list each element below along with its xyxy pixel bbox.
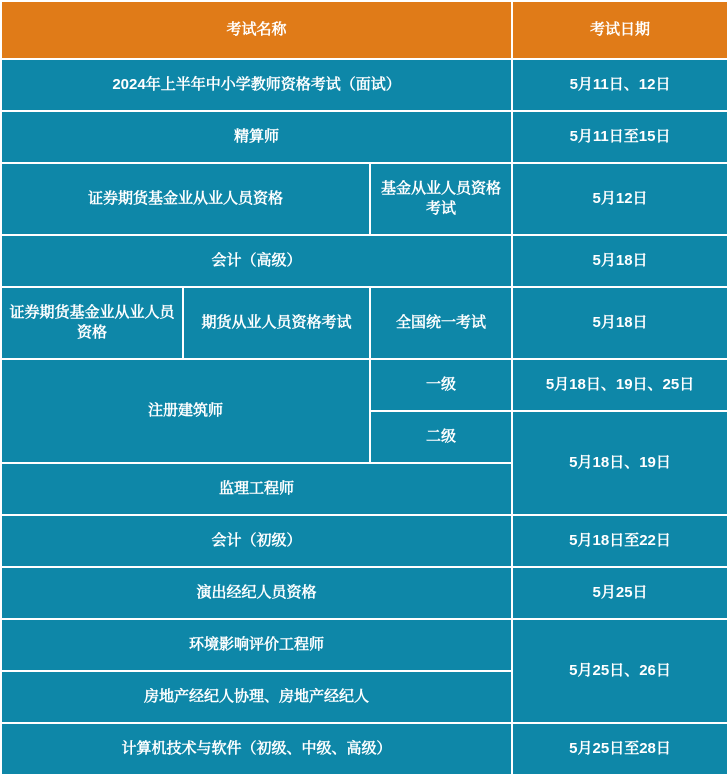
exam-name-cell: 会计（初级） (1, 515, 512, 567)
exam-level-cell: 二级 (370, 411, 512, 463)
table-row (1, 515, 727, 567)
table-row (1, 619, 727, 671)
table-row (1, 111, 727, 163)
exam-date-cell: 5月25日、26日 (512, 619, 727, 723)
table-row (1, 359, 727, 411)
exam-name-cell: 计算机技术与软件（初级、中级、高级） (1, 723, 512, 775)
exam-name-cell: 演出经纪人员资格 (1, 567, 512, 619)
table-row (1, 163, 727, 235)
exam-date-cell: 5月11日至15日 (512, 111, 727, 163)
exam-level-cell: 一级 (370, 359, 512, 411)
exam-subcategory-cell: 基金从业人员资格考试 (370, 163, 512, 235)
table-row (1, 59, 727, 111)
exam-date-cell: 5月18日 (512, 287, 727, 359)
exam-date-cell: 5月18日、19日 (512, 411, 727, 515)
exam-name-cell: 证券期货基金业从业人员资格 (1, 287, 183, 359)
exam-name-cell: 会计（高级） (1, 235, 512, 287)
exam-name-cell: 房地产经纪人协理、房地产经纪人 (1, 671, 512, 723)
exam-subcategory-cell: 期货从业人员资格考试 (183, 287, 370, 359)
exam-name-cell: 2024年上半年中小学教师资格考试（面试） (1, 59, 512, 111)
exam-name-cell: 精算师 (1, 111, 512, 163)
exam-name-cell: 监理工程师 (1, 463, 512, 515)
exam-subcategory-detail-cell: 全国统一考试 (370, 287, 512, 359)
table-header-row (1, 1, 727, 59)
exam-name-cell: 注册建筑师 (1, 359, 370, 463)
exam-date-cell: 5月25日 (512, 567, 727, 619)
table-row (1, 723, 727, 775)
exam-date-cell: 5月12日 (512, 163, 727, 235)
exam-date-cell: 5月18日、19日、25日 (512, 359, 727, 411)
exam-name-cell: 证券期货基金业从业人员资格 (1, 163, 370, 235)
column-header-exam-name: 考试名称 (1, 1, 512, 59)
table-row (1, 567, 727, 619)
exam-date-cell: 5月25日至28日 (512, 723, 727, 775)
exam-date-cell: 5月18日 (512, 235, 727, 287)
exam-date-cell: 5月18日至22日 (512, 515, 727, 567)
table-row (1, 235, 727, 287)
column-header-exam-date: 考试日期 (512, 1, 727, 59)
exam-name-cell: 环境影响评价工程师 (1, 619, 512, 671)
exam-date-cell: 5月11日、12日 (512, 59, 727, 111)
table-row (1, 287, 727, 359)
